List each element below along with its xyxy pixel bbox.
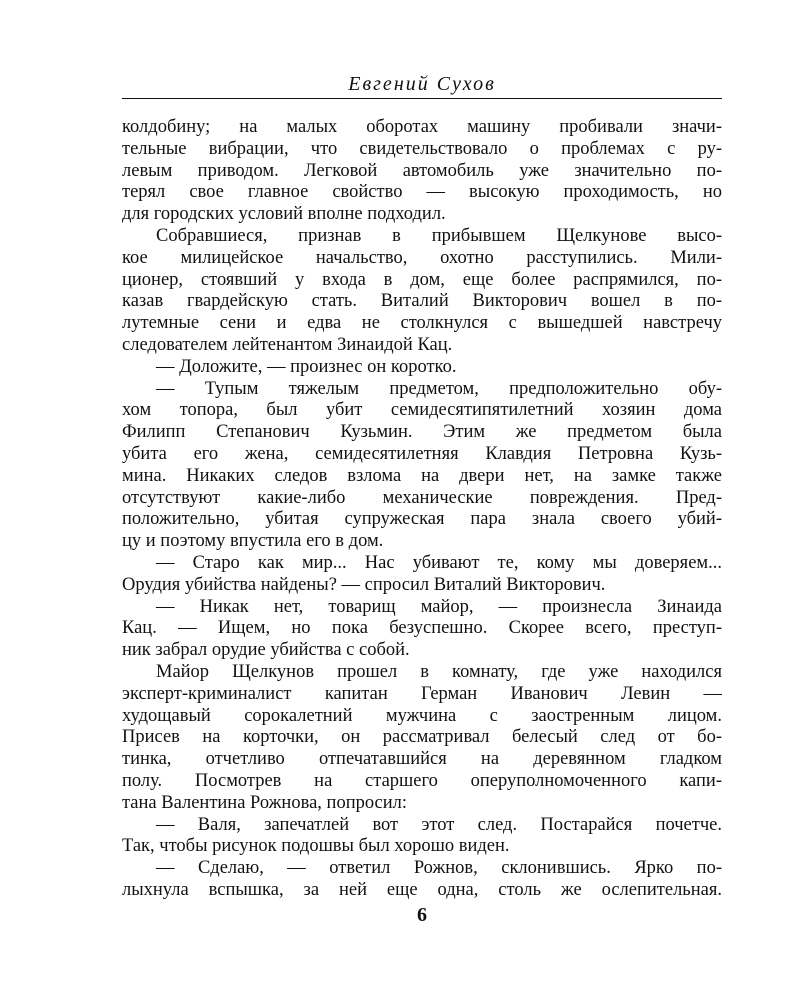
text-line: Так, чтобы рисунок подошвы был хорошо виден. (122, 836, 510, 857)
text-line: Майор Щелкунов прошел в комнату, где уже находился (156, 661, 722, 682)
text-line: — Тупым тяжелым предметом, предположительно обу- (156, 378, 722, 399)
running-head-author: Евгений Сухов (348, 73, 496, 95)
text-line: ник забрал орудие убийства с собой. (122, 640, 410, 661)
text-line: эксперт-криминалист капитан Герман Иванович Левин — (122, 683, 722, 704)
text-line: худощавый сорокалетний мужчина с заостренным лицом. (122, 705, 722, 726)
text-line: Филипп Степанович Кузьмин. Этим же предметом была (122, 422, 722, 443)
text-line: отсутствуют какие-либо механические повреждения. Пред- (122, 487, 722, 508)
text-line: полу. Посмотрев на старшего оперуполномоченного капи- (122, 770, 722, 791)
text-line: цу и поэтому впустила его в дом. (122, 531, 384, 552)
text-line: ционер, стоявший у входа в дом, еще более распрямился, по- (122, 269, 722, 290)
text-line: убита его жена, семидесятилетняя Клавдия Петровна Кузь- (122, 443, 722, 464)
body-text (122, 117, 722, 902)
text-line: для городских условий вполне подходил. (122, 204, 446, 225)
header-rule (122, 98, 722, 99)
text-line: тана Валентина Рожнова, попросил: (122, 792, 408, 813)
text-line: следователем лейтенантом Зинаидой Кац. (122, 334, 453, 355)
text-line: хом топора, был убит семидесятипятилетний хозяин дома (122, 400, 722, 421)
text-line: лутемные сени и едва не столкнулся с вышедшей навстречу (122, 313, 722, 334)
text-line: мина. Никаких следов взлома на двери нет, на замке также (122, 465, 722, 486)
text-line: положительно, убитая супружеская пара знала своего убий- (122, 509, 722, 530)
text-line: левым приводом. Легковой автомобиль уже значительно по- (122, 160, 722, 181)
text-line: Орудия убийства найдены? — спросил Виталий Викторович. (122, 574, 606, 595)
text-line: — Никак нет, товарищ майор, — произнесла Зинаида (156, 596, 722, 617)
text-line: Присев на корточки, он рассматривал белесый след от бо- (122, 727, 722, 748)
text-line: Кац. — Ищем, но пока безуспешно. Скорее всего, преступ- (122, 618, 722, 639)
text-line: кое милицейское начальство, охотно расступились. Мили- (122, 247, 722, 268)
text-line: Собравшиеся, признав в прибывшем Щелкунове высо- (156, 225, 722, 246)
text-line: колдобину; на малых оборотах машину пробивали значи- (122, 117, 722, 137)
text-line: — Старо как мир... Нас убивают те, кому мы доверяем... (156, 552, 722, 573)
text-line: — Сделаю, — ответил Рожнов, склонившись. Ярко по- (156, 858, 722, 879)
text-line: — Доложите, — произнес он коротко. (156, 356, 457, 377)
text-line: тельные вибрации, что свидетельствовало о проблемах с ру- (122, 138, 722, 159)
text-line: тинка, отчетливо отпечатавшийся на деревянном гладком (122, 749, 722, 770)
text-line: терял свое главное свойство — высокую проходимость, но (122, 182, 722, 203)
page-number: 6 (417, 904, 427, 926)
text-line: — Валя, запечатлей вот этот след. Постарайся почетче. (156, 814, 722, 835)
text-line: казав гвардейскую стать. Виталий Викторович вошел в по- (122, 291, 722, 312)
text-line: лыхнула вспышка, за ней еще одна, столь же ослепительная. (122, 879, 722, 900)
